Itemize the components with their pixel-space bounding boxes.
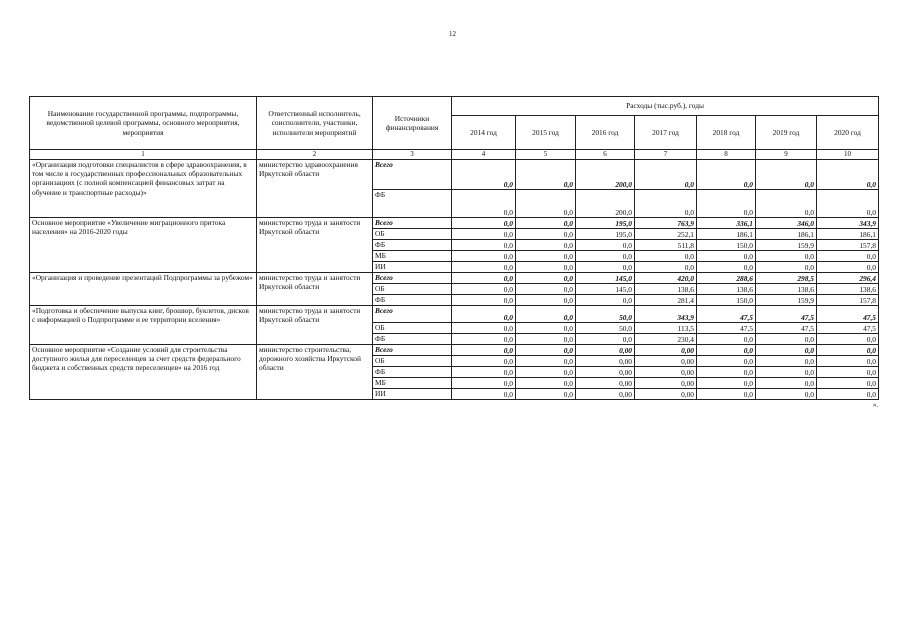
expense-value: 343,9: [635, 305, 697, 322]
expense-value: 0,00: [576, 366, 635, 377]
expense-value: 0,0: [452, 272, 516, 283]
expense-value: 0,0: [516, 333, 576, 344]
funding-source: МБ: [373, 250, 452, 261]
column-index: 7: [635, 150, 697, 160]
expense-value: 0,0: [452, 189, 516, 217]
expense-value: 0,00: [635, 388, 697, 399]
expense-value: 252,1: [635, 228, 697, 239]
expense-value: 47,5: [817, 322, 879, 333]
expense-value: 145,0: [576, 283, 635, 294]
expense-value: 0,00: [635, 377, 697, 388]
expense-value: 0,0: [635, 159, 697, 189]
column-index: 3: [373, 150, 452, 160]
expense-value: 343,9: [817, 217, 879, 228]
expense-value: 186,1: [697, 228, 756, 239]
activity-name: Основное мероприятие «Создание условий для строительства доступного жилья для переселенцев за счет средств федерального бюджета и собственных средств переселенцев» на 2016 год: [30, 344, 257, 399]
expense-value: 0,0: [817, 159, 879, 189]
table-row: [30, 344, 879, 355]
expense-value: 0,0: [576, 294, 635, 305]
executor: министерство труда и занятости Иркутской области: [257, 305, 373, 344]
expense-value: 0,0: [756, 377, 817, 388]
column-index: 1: [30, 150, 257, 160]
column-index: 5: [516, 150, 576, 160]
expense-value: 0,0: [516, 322, 576, 333]
header-year: 2020 год: [817, 116, 879, 150]
expense-value: 157,8: [817, 239, 879, 250]
funding-source: ОБ: [373, 322, 452, 333]
funding-source: Всего: [373, 217, 452, 228]
expense-value: 0,00: [576, 344, 635, 355]
activity-name: «Подготовка и обеспечение выпуска книг, брошюр, буклетов, дисков с информацией о Подпрограмме и ее территории вселения»: [30, 305, 257, 344]
header-year: 2018 год: [697, 116, 756, 150]
expense-value: 0,0: [452, 261, 516, 272]
executor: министерство здравоохранения Иркутской области: [257, 159, 373, 217]
column-index: 9: [756, 150, 817, 160]
expense-value: 0,0: [452, 250, 516, 261]
expense-value: 0,0: [756, 189, 817, 217]
expense-value: 200,0: [576, 159, 635, 189]
expense-value: 0,0: [697, 366, 756, 377]
header-year: 2016 год: [576, 116, 635, 150]
expense-value: 150,0: [697, 294, 756, 305]
expense-value: 0,0: [516, 239, 576, 250]
table-row: [30, 159, 879, 189]
expense-value: 47,5: [756, 305, 817, 322]
funding-source: Всего: [373, 272, 452, 283]
executor: министерство труда и занятости Иркутской области: [257, 217, 373, 272]
expense-value: 0,0: [697, 189, 756, 217]
expense-value: 0,0: [516, 294, 576, 305]
expense-value: 138,6: [817, 283, 879, 294]
column-index: 4: [452, 150, 516, 160]
expense-value: 296,4: [817, 272, 879, 283]
expense-value: 0,0: [452, 305, 516, 322]
expenses-table: [29, 96, 879, 400]
expense-value: 0,0: [756, 388, 817, 399]
expense-value: 0,0: [817, 355, 879, 366]
expense-value: 298,5: [756, 272, 817, 283]
expense-value: 420,0: [635, 272, 697, 283]
expense-value: 0,0: [756, 333, 817, 344]
expense-value: 0,0: [697, 333, 756, 344]
expense-value: 0,0: [756, 366, 817, 377]
column-index: 6: [576, 150, 635, 160]
expense-value: 0,0: [817, 366, 879, 377]
expense-value: 0,0: [817, 388, 879, 399]
activity-name: «Организация и проведение презентаций Подпрограммы за рубежом»: [30, 272, 257, 305]
expense-value: 0,0: [756, 344, 817, 355]
expense-value: 0,0: [635, 189, 697, 217]
expense-value: 0,00: [635, 355, 697, 366]
expense-value: 0,0: [697, 261, 756, 272]
expense-value: 0,00: [576, 377, 635, 388]
page-number: 12: [449, 30, 456, 38]
expense-value: 511,8: [635, 239, 697, 250]
expense-value: 0,0: [452, 322, 516, 333]
expense-value: 47,5: [697, 322, 756, 333]
expense-value: 0,00: [576, 355, 635, 366]
expense-value: 0,0: [516, 355, 576, 366]
expense-value: 0,0: [756, 159, 817, 189]
expense-value: 346,0: [756, 217, 817, 228]
expense-value: 0,00: [635, 366, 697, 377]
expense-value: 200,0: [576, 189, 635, 217]
expense-value: 47,5: [817, 305, 879, 322]
header-source: Источники финансирования: [373, 97, 452, 150]
expense-value: 150,0: [697, 239, 756, 250]
funding-source: ФБ: [373, 239, 452, 250]
header-executor: Ответственный исполнитель, соисполнители, участники, исполнители мероприятий: [257, 97, 373, 150]
expense-value: 0,0: [516, 366, 576, 377]
expense-value: 47,5: [697, 305, 756, 322]
header-expenses: Расходы (тыс.руб.), годы: [452, 97, 879, 116]
closing-quote: ».: [873, 401, 879, 409]
expense-value: 0,0: [452, 217, 516, 228]
expense-value: 0,0: [452, 355, 516, 366]
expense-value: 0,0: [452, 333, 516, 344]
funding-source: ФБ: [373, 294, 452, 305]
expense-value: 0,0: [697, 388, 756, 399]
expense-value: 195,0: [576, 217, 635, 228]
expense-value: 0,0: [817, 189, 879, 217]
expense-value: 0,0: [452, 388, 516, 399]
expense-value: 145,0: [576, 272, 635, 283]
expense-value: 159,9: [756, 294, 817, 305]
expense-value: 0,0: [452, 228, 516, 239]
table-row: [30, 217, 879, 228]
expense-value: 0,00: [635, 344, 697, 355]
funding-source: ФБ: [373, 333, 452, 344]
expense-value: 0,0: [635, 250, 697, 261]
expense-value: 0,0: [817, 377, 879, 388]
column-index: 10: [817, 150, 879, 160]
expense-value: 138,6: [756, 283, 817, 294]
expense-value: 0,0: [697, 250, 756, 261]
expense-value: 0,0: [817, 250, 879, 261]
expense-value: 50,0: [576, 305, 635, 322]
expense-value: 0,00: [576, 388, 635, 399]
expense-value: 0,0: [697, 377, 756, 388]
funding-source: ИИ: [373, 388, 452, 399]
funding-source: Всего: [373, 344, 452, 355]
expense-value: 0,0: [756, 355, 817, 366]
expense-value: 0,0: [576, 239, 635, 250]
expense-value: 0,0: [452, 294, 516, 305]
expense-value: 50,0: [576, 322, 635, 333]
header-year: 2019 год: [756, 116, 817, 150]
expense-value: 0,0: [516, 250, 576, 261]
funding-source: ФБ: [373, 189, 452, 217]
expense-value: 288,6: [697, 272, 756, 283]
expense-value: 0,0: [516, 189, 576, 217]
expense-value: 230,4: [635, 333, 697, 344]
expense-value: 0,0: [635, 261, 697, 272]
expense-value: 0,0: [576, 333, 635, 344]
expense-value: 138,6: [697, 283, 756, 294]
expense-value: 0,0: [697, 355, 756, 366]
expense-value: 0,0: [516, 272, 576, 283]
expense-value: 0,0: [452, 159, 516, 189]
expense-value: 186,1: [817, 228, 879, 239]
expense-value: 113,5: [635, 322, 697, 333]
executor: министерство строительства, дорожного хозяйства Иркутской области: [257, 344, 373, 399]
expense-value: 0,0: [817, 261, 879, 272]
expense-value: 0,0: [516, 344, 576, 355]
activity-name: «Организация подготовки специалистов в сфере здравоохранения, в том числе в государственных профессиональных образовательных организациях (с полной компенсацией финансовых затрат на обучение и транспортные расходы)»: [30, 159, 257, 217]
executor: министерство труда и занятости Иркутской области: [257, 272, 373, 305]
expense-value: 0,0: [817, 344, 879, 355]
expense-value: 0,0: [756, 250, 817, 261]
expense-value: 763,9: [635, 217, 697, 228]
expense-value: 0,0: [516, 283, 576, 294]
funding-source: Всего: [373, 305, 452, 322]
funding-source: МБ: [373, 377, 452, 388]
header-year: 2014 год: [452, 116, 516, 150]
expense-value: 0,0: [452, 283, 516, 294]
table-row: [30, 305, 879, 322]
expense-value: 186,1: [756, 228, 817, 239]
expense-value: 195,0: [576, 228, 635, 239]
funding-source: ИИ: [373, 261, 452, 272]
column-index: 8: [697, 150, 756, 160]
funding-source: ФБ: [373, 366, 452, 377]
expense-value: 0,0: [817, 333, 879, 344]
expense-value: 281,4: [635, 294, 697, 305]
expense-value: 0,0: [516, 377, 576, 388]
expense-value: 0,0: [516, 388, 576, 399]
header-year: 2017 год: [635, 116, 697, 150]
expense-value: 0,0: [516, 228, 576, 239]
expense-value: 0,0: [756, 261, 817, 272]
header-name: Наименование государственной программы, подпрограммы, ведомственной целевой программы, основного мероприятия, мероприятия: [30, 97, 257, 150]
expense-value: 138,6: [635, 283, 697, 294]
funding-source: Всего: [373, 159, 452, 189]
expense-value: 0,0: [516, 261, 576, 272]
expense-value: 0,0: [516, 217, 576, 228]
expense-value: 157,8: [817, 294, 879, 305]
expense-value: 0,0: [576, 250, 635, 261]
funding-source: ОБ: [373, 355, 452, 366]
column-index: 2: [257, 150, 373, 160]
expense-value: 0,0: [516, 305, 576, 322]
expense-value: 0,0: [452, 239, 516, 250]
expense-value: 0,0: [452, 366, 516, 377]
expense-value: 0,0: [516, 159, 576, 189]
activity-name: Основное мероприятие «Увеличение миграционного притока населения» на 2016-2020 годы: [30, 217, 257, 272]
funding-source: ОБ: [373, 283, 452, 294]
funding-source: ОБ: [373, 228, 452, 239]
header-year: 2015 год: [516, 116, 576, 150]
expense-value: 0,0: [576, 261, 635, 272]
expense-value: 0,0: [697, 159, 756, 189]
expense-value: 336,1: [697, 217, 756, 228]
expense-value: 0,0: [452, 344, 516, 355]
expense-value: 159,9: [756, 239, 817, 250]
expense-value: 0,0: [452, 377, 516, 388]
expense-value: 47,5: [756, 322, 817, 333]
table-row: [30, 272, 879, 283]
expense-value: 0,0: [697, 344, 756, 355]
